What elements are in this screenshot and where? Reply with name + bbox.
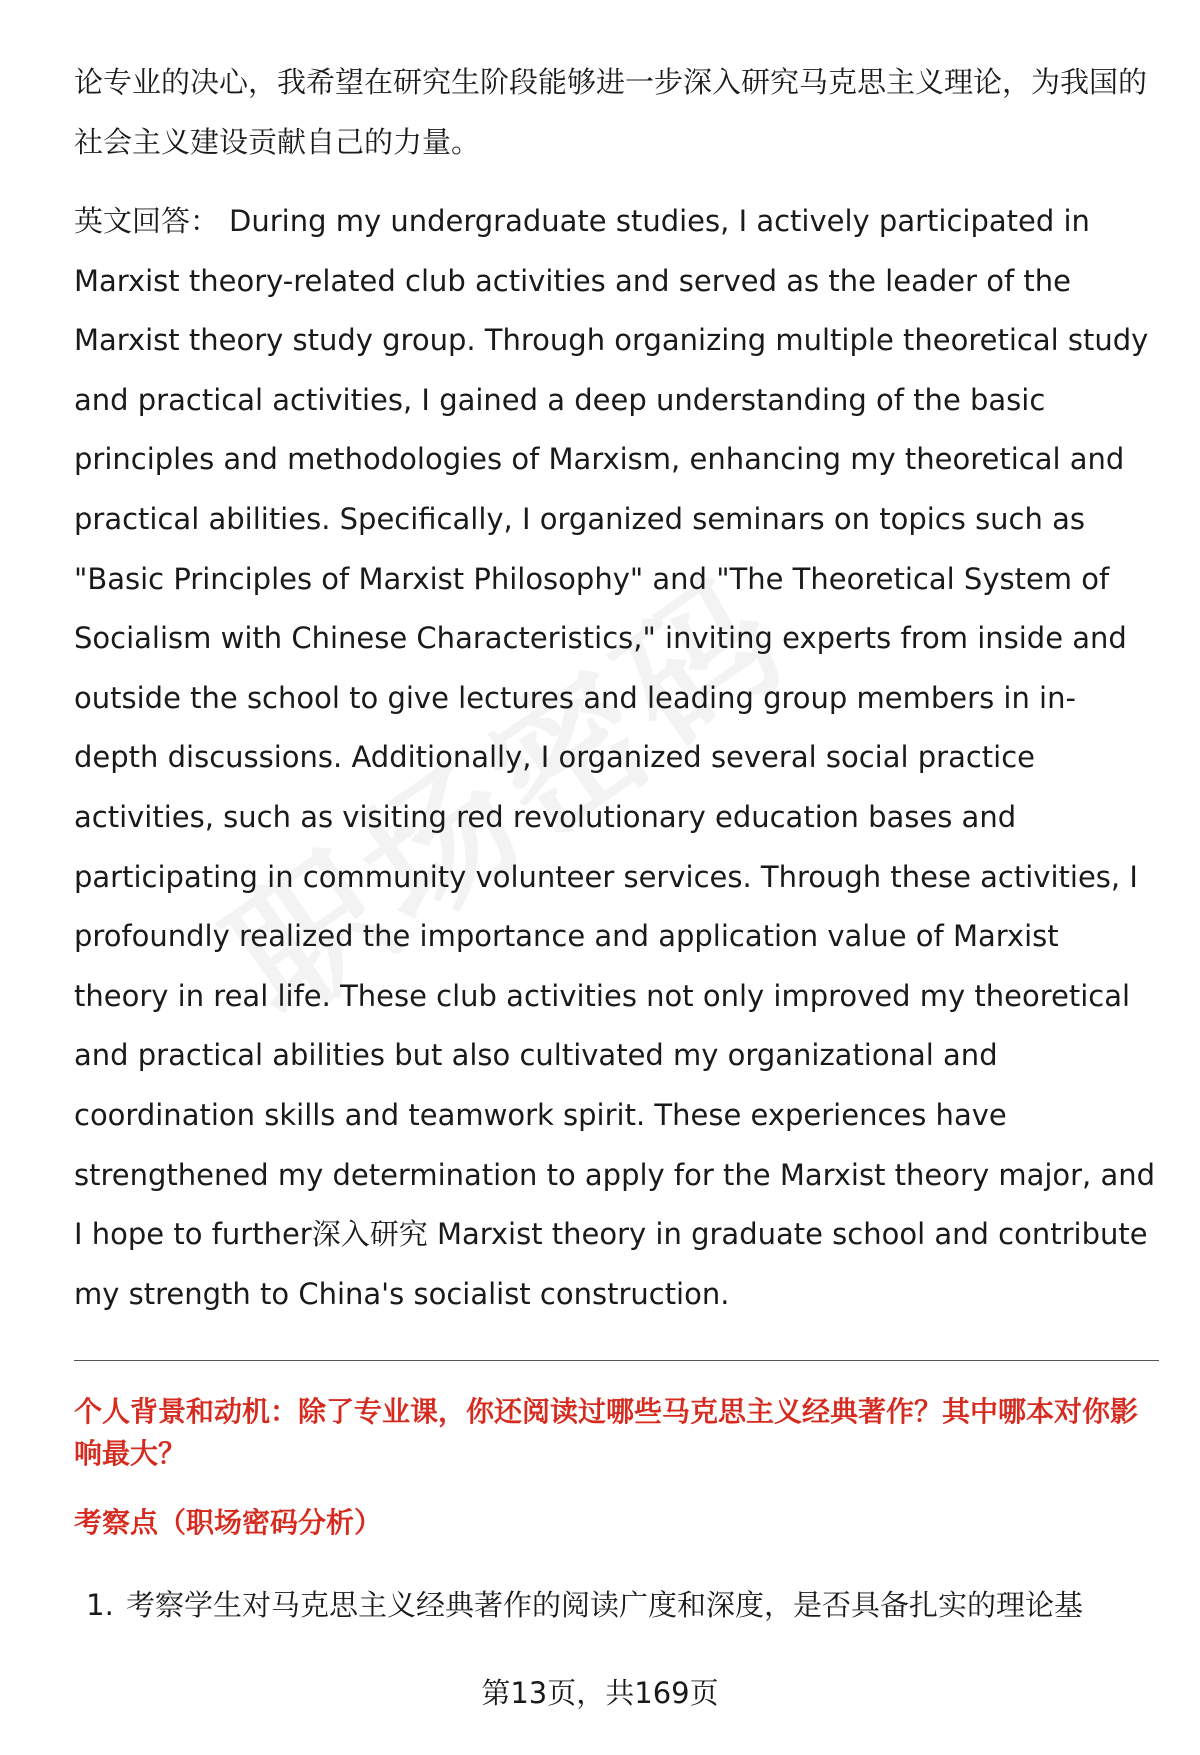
list-item xyxy=(74,1583,1159,1627)
document-body xyxy=(74,52,1159,1627)
english-answer-text: During my undergraduate studies, I actively participated in Marxist theory-related club activities and served as the leader of the Marxist theory study group. Through organizing multiple theoretical study and practical activities, I gained a deep understanding of the basic principles and methodologies of Marxism, enhancing my theoretical and practical abilities. Specifically, I organized seminars on topics such as "Basic Principles of Marxist Philosophy" and "The Theoretical System of Socialism with Chinese Characteristics," inviting experts from inside and outside the school to give lectures and leading group members in in-depth discussions. Additionally, I organized several social practice activities, such as visiting red revolutionary education bases and participating in community volunteer services. Through these activities, I profoundly realized the importance and application value of Marxist theory in real life. These club activities not only improved my theoretical and practical abilities but also cultivated my organizational and coordination skills and teamwork spirit. These experiences have strengthened my determination to apply for the Marxist theory major, and I hope to further深入研究 Marxist theory in graduate school and contribute my strength to China's socialist construction. xyxy=(74,204,1156,1311)
english-answer xyxy=(74,192,1159,1324)
list-item-text: 考察学生对马克思主义经典著作的阅读广度和深度，是否具备扎实的理论基 xyxy=(126,1588,1084,1623)
chinese-answer-tail: 论专业的决心，我希望在研究生阶段能够进一步深入研究马克思主义理论，为我国的社会主义建设贡献自己的力量。 xyxy=(74,65,1148,159)
english-answer-label: 英文回答： xyxy=(74,204,220,238)
question-heading: 个人背景和动机：除了专业课，你还阅读过哪些马克思主义经典著作？其中哪本对你影响最大？ xyxy=(74,1395,1139,1471)
section-divider xyxy=(74,1360,1159,1361)
page-number-footer: 第13页，共169页 xyxy=(481,1676,719,1710)
assessment-points-heading: 考察点（职场密码分析） xyxy=(74,1506,383,1540)
assessment-points-list xyxy=(74,1583,1159,1627)
list-item-number: 1. xyxy=(86,1588,114,1623)
